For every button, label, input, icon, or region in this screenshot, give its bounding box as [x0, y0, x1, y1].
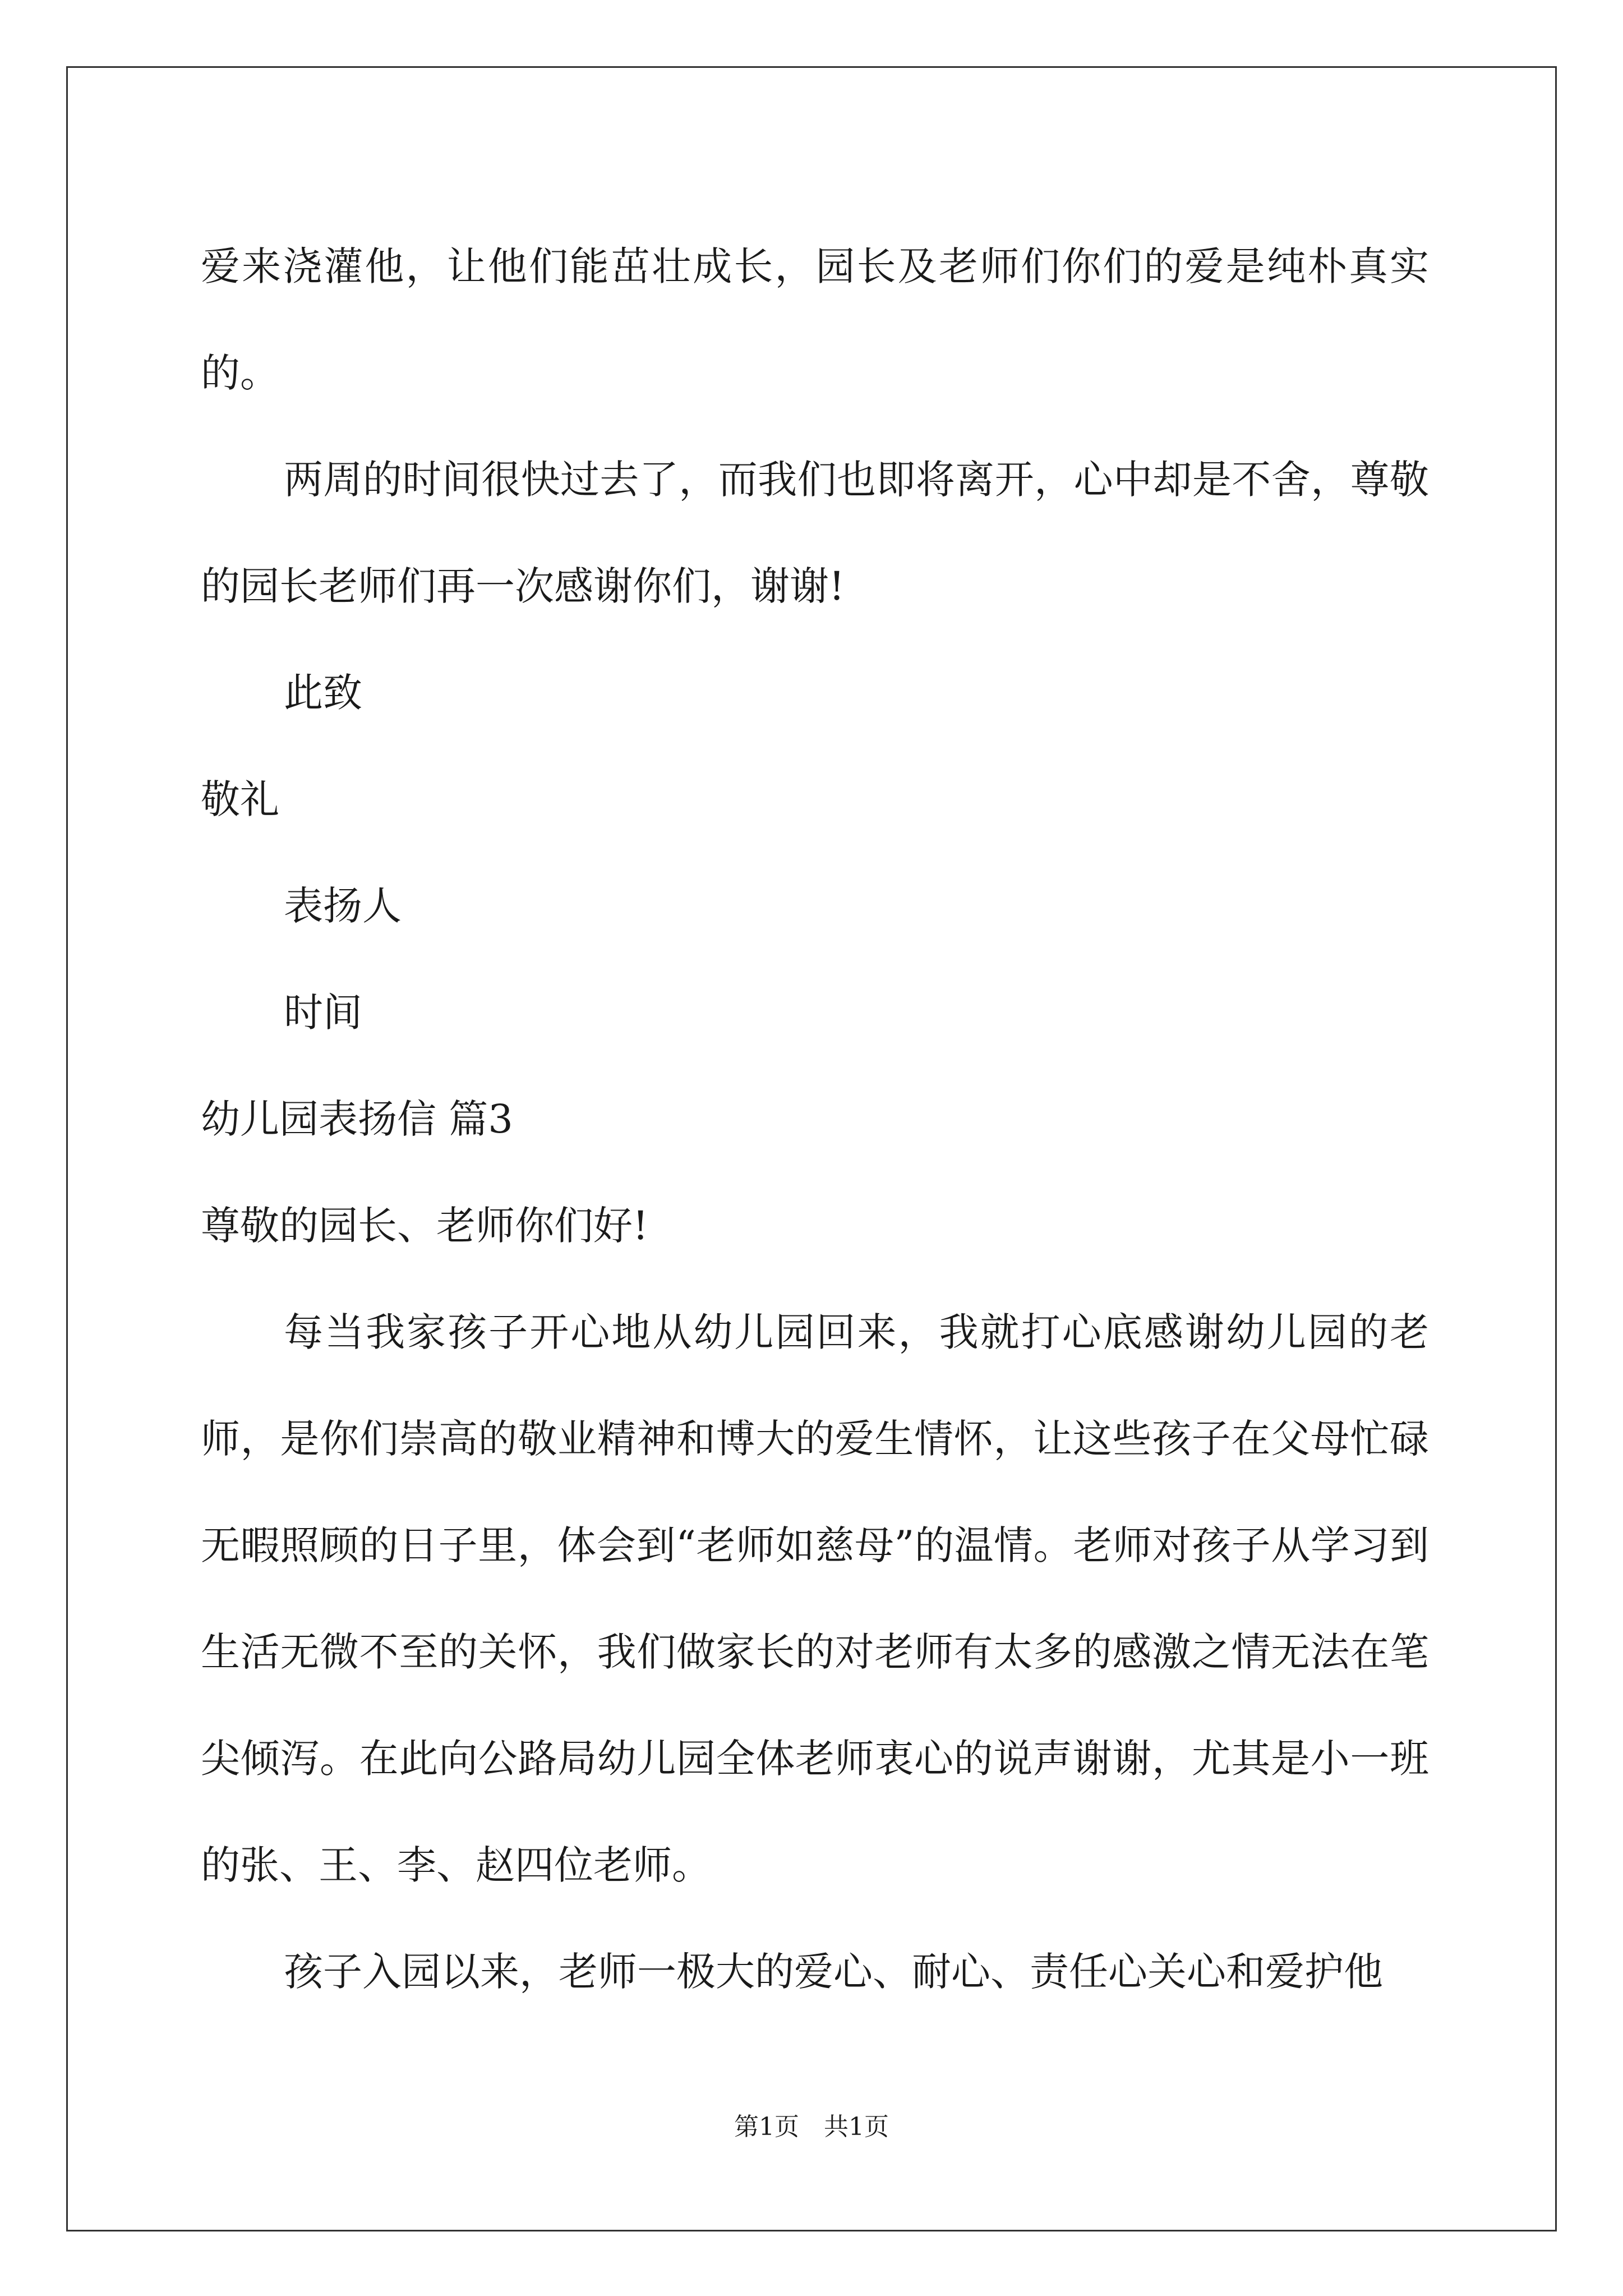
section-heading: 幼儿园表扬信 篇3 [201, 1096, 513, 1142]
document-body [201, 213, 1429, 2025]
closing-salutation: 此致 [284, 670, 362, 716]
greeting: 尊敬的园长、老师你们好! [201, 1203, 649, 1249]
closing-respect: 敬礼 [201, 776, 279, 822]
date-label: 时间 [284, 990, 362, 1036]
page-footer: 第1页 共1页 [734, 2113, 889, 2141]
paragraph-1: 爱来浇灌他，让他们能茁壮成长，园长及老师们你们的爱是纯朴真实的。 [201, 243, 1429, 396]
paragraph-body-2: 孩子入园以来，老师一极大的爱心、耐心、责任心关心和爱护他 [284, 1949, 1383, 1995]
paragraph-body-1: 每当我家孩子开心地从幼儿园回来，我就打心底感谢幼儿园的老师，是你们崇高的敬业精神和博大的爱生情怀，让这些孩子在父母忙碌无暇照顾的日子里，体会到“老师如慈母”的温情。老师对孩子从学习到生活无微不至的关怀，我们做家长的对老师有太多的感激之情无法在笔尖倾泻。在此向公路局幼儿园全体老师衷心的说声谢谢，尤其是小一班的张、王、李、赵四位老师。 [201, 1309, 1429, 1888]
signer-label: 表扬人 [284, 883, 402, 929]
paragraph-2: 两周的时间很快过去了，而我们也即将离开，心中却是不舍，尊敬的园长老师们再一次感谢你们，谢谢! [201, 457, 1429, 609]
